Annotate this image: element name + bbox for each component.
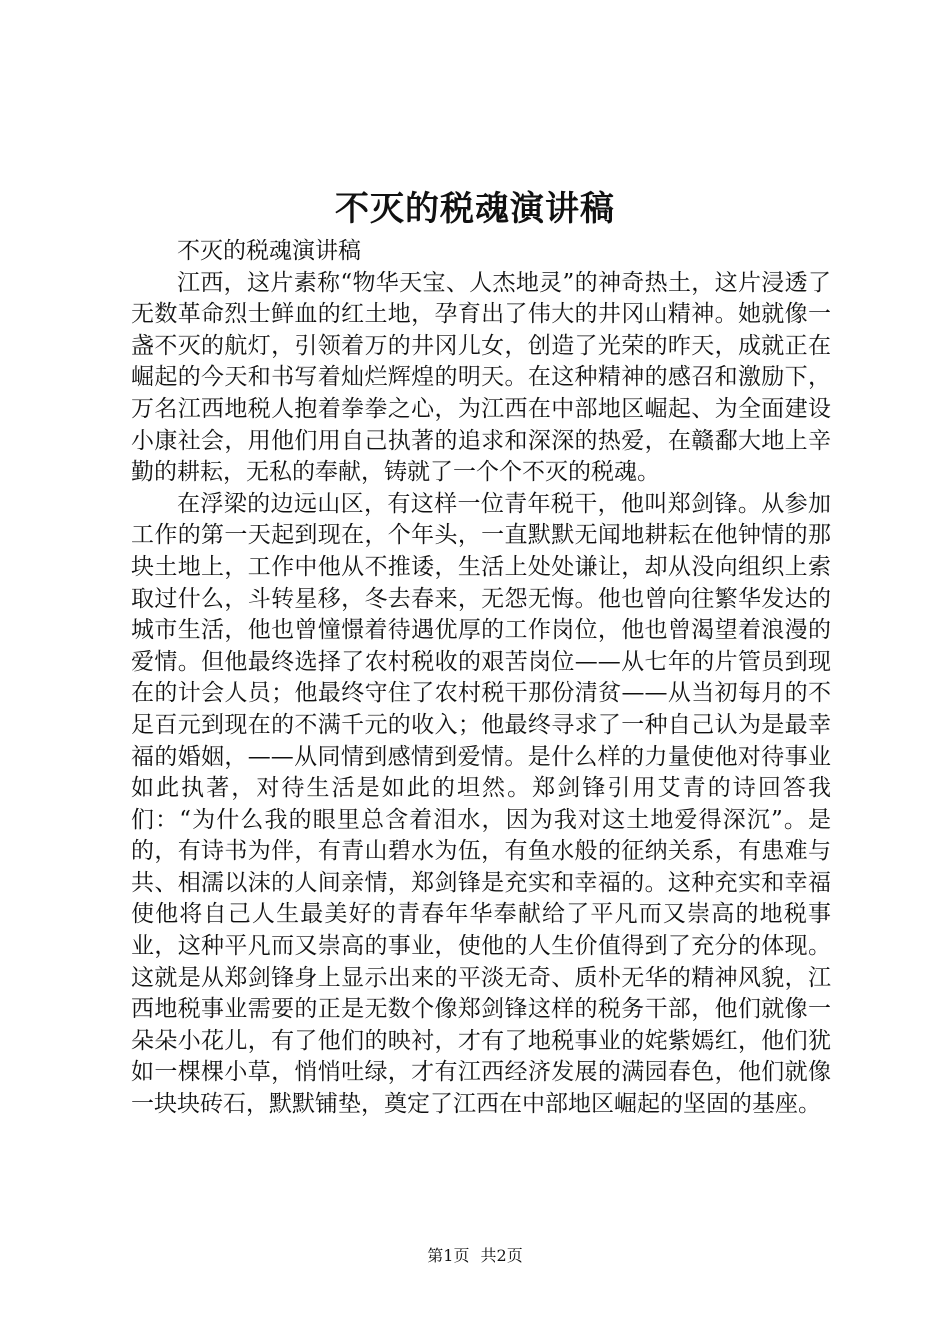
paragraph-intro: 江西，这片素称“物华天宝、人杰地灵”的神奇热土，这片浸透了无数革命烈士鲜血的红土地，孕育出了伟大的井冈山精神。她就像一盏不灭的航灯，引领着万的井冈儿女，创造了光荣的昨天，成就正在崛起的今天和书写着灿烂辉煌的明天。在这种精神的感召和激励下，万名江西地税人抱着拳拳之心，为江西在中部地区崛起、为全面建设小康社会，用他们用自己执著的追求和深深的热爱，在赣鄱大地上辛勤的耕耘，无私的奉献，铸就了一个个不灭的税魂。 xyxy=(131,269,831,486)
document-body xyxy=(131,236,831,1121)
paragraph-story: 在浮梁的边远山区，有这样一位青年税干，他叫郑剑锋。从参加工作的第一天起到现在，个年头，一直默默无闻地耕耘在他钟情的那块土地上，工作中他从不推诿，生活上处处谦让，却从没向组织上索取过什么，斗转星移，冬去春来，无怨无悔。他也曾向往繁华发达的城市生活，他也曾憧憬着待遇优厚的工作岗位，他也曾渴望着浪漫的爱情。但他最终选择了农村税收的艰苦岗位——从七年的片管员到现在的计会人员；他最终守住了农村税干那份清贫——从当初每月的不足百元到现在的不满千元的收入；他最终寻求了一种自己认为是最幸福的婚姻，——从同情到感情到爱情。是什么样的力量使他对待事业如此执著，对待生活是如此的坦然。郑剑锋引用艾青的诗回答我们：“为什么我的眼里总含着泪水，因为我对这土地爱得深沉”。是的，有诗书为伴，有青山碧水为伍，有鱼水般的征纳关系，有患难与共、相濡以沫的人间亲情，郑剑锋是充实和幸福的。这种充实和幸福使他将自己人生最美好的青春年华奉献给了平凡而又崇高的地税事业，这种平凡而又崇高的事业，使他的人生价值得到了充分的体现。这就是从郑剑锋身上显示出来的平淡无奇、质朴无华的精神风貌，江西地税事业需要的正是无数个像郑剑锋这样的税务干部，他们就像一朵朵小花儿，有了他们的映衬，才有了地税事业的姹紫嫣红，他们犹如一棵棵小草，悄悄吐绿，才有江西经济发展的满园春色，他们就像一块块砖石，默默铺垫，奠定了江西在中部地区崛起的坚固的基座。 xyxy=(131,490,831,1118)
page-footer xyxy=(0,1245,950,1267)
page-number: 第1页 xyxy=(427,1246,470,1265)
document-title: 不灭的税魂演讲稿 xyxy=(335,189,615,229)
paragraph-subtitle: 不灭的税魂演讲稿 xyxy=(177,238,361,264)
page-total: 共2页 xyxy=(480,1246,523,1265)
